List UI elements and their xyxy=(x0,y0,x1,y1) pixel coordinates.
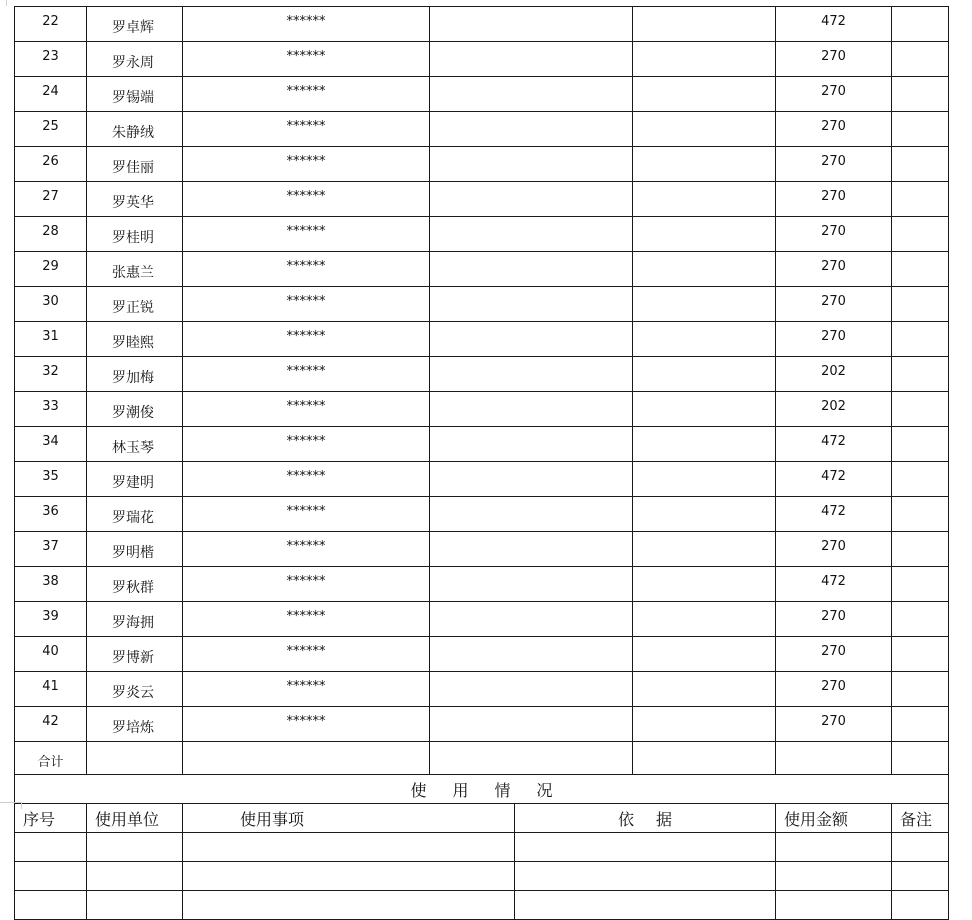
row-name: 朱静绒 xyxy=(87,112,183,147)
row-blank-2 xyxy=(633,182,776,217)
table-row xyxy=(15,252,949,287)
row-remark xyxy=(892,217,949,252)
row-amount: 472 xyxy=(776,427,892,462)
row-remark xyxy=(892,287,949,322)
row-remark xyxy=(892,357,949,392)
row-amount: 270 xyxy=(776,252,892,287)
row-id-masked: ****** xyxy=(183,182,430,217)
usage-cell xyxy=(892,891,949,920)
row-amount: 472 xyxy=(776,567,892,602)
row-blank-2 xyxy=(633,147,776,182)
row-number: 36 xyxy=(15,497,87,532)
row-id-masked: ****** xyxy=(183,287,430,322)
row-blank-2 xyxy=(633,497,776,532)
usage-empty-row xyxy=(15,891,949,920)
row-blank-2 xyxy=(633,707,776,742)
row-remark xyxy=(892,322,949,357)
row-id-masked: ****** xyxy=(183,672,430,707)
row-blank-1 xyxy=(430,427,633,462)
row-name: 林玉琴 xyxy=(87,427,183,462)
table-row xyxy=(15,427,949,462)
recipient-table-body xyxy=(15,7,949,742)
row-name: 罗锡端 xyxy=(87,77,183,112)
row-blank-2 xyxy=(633,77,776,112)
row-id-masked: ****** xyxy=(183,112,430,147)
row-id-masked: ****** xyxy=(183,427,430,462)
row-remark xyxy=(892,112,949,147)
row-id-masked: ****** xyxy=(183,462,430,497)
usage-empty-row xyxy=(15,862,949,891)
row-number: 25 xyxy=(15,112,87,147)
table-row xyxy=(15,357,949,392)
row-blank-1 xyxy=(430,322,633,357)
usage-title: 使 用 情 况 xyxy=(15,775,949,804)
row-number: 41 xyxy=(15,672,87,707)
row-name: 罗正锐 xyxy=(87,287,183,322)
usage-cell xyxy=(15,891,87,920)
usage-header-item: 使用事项 xyxy=(183,804,515,833)
row-blank-2 xyxy=(633,112,776,147)
row-number: 32 xyxy=(15,357,87,392)
row-id-masked: ****** xyxy=(183,532,430,567)
usage-header-amount: 使用金额 xyxy=(776,804,892,833)
row-amount: 270 xyxy=(776,147,892,182)
row-blank-1 xyxy=(430,112,633,147)
row-amount: 270 xyxy=(776,42,892,77)
row-remark xyxy=(892,672,949,707)
row-blank-2 xyxy=(633,427,776,462)
usage-cell xyxy=(776,833,892,862)
row-remark xyxy=(892,707,949,742)
table-row xyxy=(15,392,949,427)
row-name: 罗海拥 xyxy=(87,602,183,637)
row-number: 23 xyxy=(15,42,87,77)
row-number: 28 xyxy=(15,217,87,252)
row-blank-2 xyxy=(633,7,776,42)
row-id-masked: ****** xyxy=(183,77,430,112)
row-id-masked: ****** xyxy=(183,42,430,77)
total-label: 合计 xyxy=(15,742,87,775)
row-number: 30 xyxy=(15,287,87,322)
usage-empty-row xyxy=(15,833,949,862)
row-blank-2 xyxy=(633,42,776,77)
row-remark xyxy=(892,602,949,637)
usage-cell xyxy=(515,833,776,862)
row-number: 24 xyxy=(15,77,87,112)
total-cell-id xyxy=(183,742,430,775)
usage-header-no: 序号 xyxy=(15,804,87,833)
table-row xyxy=(15,7,949,42)
row-blank-2 xyxy=(633,532,776,567)
total-cell-amount xyxy=(776,742,892,775)
row-amount: 472 xyxy=(776,497,892,532)
row-number: 38 xyxy=(15,567,87,602)
row-id-masked: ****** xyxy=(183,497,430,532)
row-id-masked: ****** xyxy=(183,357,430,392)
usage-cell xyxy=(15,833,87,862)
table-row xyxy=(15,322,949,357)
table-row xyxy=(15,567,949,602)
row-blank-2 xyxy=(633,392,776,427)
row-name: 罗博新 xyxy=(87,637,183,672)
usage-header-remark: 备注 xyxy=(892,804,949,833)
row-name: 罗瑞花 xyxy=(87,497,183,532)
row-amount: 270 xyxy=(776,77,892,112)
row-remark xyxy=(892,392,949,427)
row-id-masked: ****** xyxy=(183,147,430,182)
usage-table xyxy=(14,774,949,920)
row-name: 张惠兰 xyxy=(87,252,183,287)
usage-cell xyxy=(87,862,183,891)
row-name: 罗培炼 xyxy=(87,707,183,742)
page-corner-mark-bottom xyxy=(0,802,22,803)
row-name: 罗桂明 xyxy=(87,217,183,252)
sheet xyxy=(14,6,948,920)
row-amount: 202 xyxy=(776,357,892,392)
row-number: 22 xyxy=(15,7,87,42)
row-blank-2 xyxy=(633,217,776,252)
row-number: 33 xyxy=(15,392,87,427)
row-number: 37 xyxy=(15,532,87,567)
row-blank-1 xyxy=(430,287,633,322)
table-row xyxy=(15,672,949,707)
total-row xyxy=(15,742,949,775)
row-blank-1 xyxy=(430,147,633,182)
row-blank-2 xyxy=(633,357,776,392)
row-id-masked: ****** xyxy=(183,637,430,672)
row-id-masked: ****** xyxy=(183,217,430,252)
row-amount: 270 xyxy=(776,532,892,567)
row-id-masked: ****** xyxy=(183,567,430,602)
row-amount: 270 xyxy=(776,112,892,147)
row-blank-1 xyxy=(430,182,633,217)
row-id-masked: ****** xyxy=(183,707,430,742)
total-cell-blank-2 xyxy=(633,742,776,775)
row-blank-2 xyxy=(633,602,776,637)
row-blank-1 xyxy=(430,532,633,567)
row-blank-1 xyxy=(430,672,633,707)
row-blank-1 xyxy=(430,252,633,287)
row-number: 29 xyxy=(15,252,87,287)
row-blank-2 xyxy=(633,287,776,322)
row-id-masked: ****** xyxy=(183,322,430,357)
row-amount: 270 xyxy=(776,707,892,742)
row-remark xyxy=(892,462,949,497)
row-remark xyxy=(892,77,949,112)
row-blank-2 xyxy=(633,322,776,357)
row-blank-2 xyxy=(633,672,776,707)
table-row xyxy=(15,497,949,532)
row-name: 罗秋群 xyxy=(87,567,183,602)
usage-cell xyxy=(87,891,183,920)
page-corner-mark-bottom-vertical xyxy=(21,802,22,809)
usage-cell xyxy=(892,862,949,891)
row-name: 罗英华 xyxy=(87,182,183,217)
row-blank-2 xyxy=(633,252,776,287)
usage-header-basis: 依 据 xyxy=(515,804,776,833)
usage-header-row xyxy=(15,804,949,833)
table-row xyxy=(15,42,949,77)
usage-title-row xyxy=(15,775,949,804)
row-name: 罗明楷 xyxy=(87,532,183,567)
row-remark xyxy=(892,427,949,462)
usage-header-unit: 使用单位 xyxy=(87,804,183,833)
usage-cell xyxy=(776,862,892,891)
row-amount: 472 xyxy=(776,462,892,497)
row-blank-1 xyxy=(430,567,633,602)
row-name: 罗潮俊 xyxy=(87,392,183,427)
page-corner-mark-top xyxy=(6,0,7,6)
usage-cell xyxy=(87,833,183,862)
row-amount: 270 xyxy=(776,182,892,217)
row-blank-1 xyxy=(430,707,633,742)
row-blank-2 xyxy=(633,567,776,602)
usage-cell xyxy=(515,862,776,891)
row-id-masked: ****** xyxy=(183,252,430,287)
row-amount: 270 xyxy=(776,287,892,322)
row-number: 34 xyxy=(15,427,87,462)
row-blank-1 xyxy=(430,602,633,637)
row-remark xyxy=(892,637,949,672)
row-amount: 270 xyxy=(776,322,892,357)
row-number: 31 xyxy=(15,322,87,357)
table-row xyxy=(15,532,949,567)
row-number: 26 xyxy=(15,147,87,182)
total-cell-name xyxy=(87,742,183,775)
row-blank-1 xyxy=(430,357,633,392)
row-blank-1 xyxy=(430,637,633,672)
row-remark xyxy=(892,252,949,287)
usage-cell xyxy=(15,862,87,891)
row-name: 罗建明 xyxy=(87,462,183,497)
usage-cell xyxy=(892,833,949,862)
row-blank-2 xyxy=(633,637,776,672)
row-remark xyxy=(892,182,949,217)
row-id-masked: ****** xyxy=(183,602,430,637)
table-row xyxy=(15,462,949,497)
row-amount: 270 xyxy=(776,602,892,637)
row-blank-1 xyxy=(430,42,633,77)
table-row xyxy=(15,112,949,147)
row-blank-1 xyxy=(430,7,633,42)
table-row xyxy=(15,602,949,637)
row-number: 35 xyxy=(15,462,87,497)
row-blank-1 xyxy=(430,392,633,427)
row-amount: 270 xyxy=(776,217,892,252)
table-row xyxy=(15,707,949,742)
row-number: 27 xyxy=(15,182,87,217)
usage-cell xyxy=(183,862,515,891)
row-remark xyxy=(892,147,949,182)
row-amount: 270 xyxy=(776,637,892,672)
table-row xyxy=(15,287,949,322)
row-amount: 202 xyxy=(776,392,892,427)
row-number: 39 xyxy=(15,602,87,637)
usage-cell xyxy=(183,833,515,862)
row-name: 罗加梅 xyxy=(87,357,183,392)
total-cell-remark xyxy=(892,742,949,775)
usage-cell xyxy=(183,891,515,920)
recipient-table xyxy=(14,6,949,775)
row-blank-1 xyxy=(430,462,633,497)
table-row xyxy=(15,217,949,252)
table-row xyxy=(15,637,949,672)
table-row xyxy=(15,182,949,217)
row-name: 罗佳丽 xyxy=(87,147,183,182)
row-name: 罗卓辉 xyxy=(87,7,183,42)
row-id-masked: ****** xyxy=(183,7,430,42)
row-name: 罗睦熙 xyxy=(87,322,183,357)
row-amount: 270 xyxy=(776,672,892,707)
row-remark xyxy=(892,532,949,567)
row-remark xyxy=(892,42,949,77)
table-row xyxy=(15,77,949,112)
row-blank-2 xyxy=(633,462,776,497)
usage-cell xyxy=(515,891,776,920)
row-id-masked: ****** xyxy=(183,392,430,427)
table-row xyxy=(15,147,949,182)
row-name: 罗永周 xyxy=(87,42,183,77)
row-remark xyxy=(892,567,949,602)
usage-cell xyxy=(776,891,892,920)
row-remark xyxy=(892,497,949,532)
row-number: 40 xyxy=(15,637,87,672)
row-blank-1 xyxy=(430,217,633,252)
total-cell-blank-1 xyxy=(430,742,633,775)
row-number: 42 xyxy=(15,707,87,742)
row-blank-1 xyxy=(430,497,633,532)
row-name: 罗炎云 xyxy=(87,672,183,707)
row-amount: 472 xyxy=(776,7,892,42)
row-blank-1 xyxy=(430,77,633,112)
row-remark xyxy=(892,7,949,42)
